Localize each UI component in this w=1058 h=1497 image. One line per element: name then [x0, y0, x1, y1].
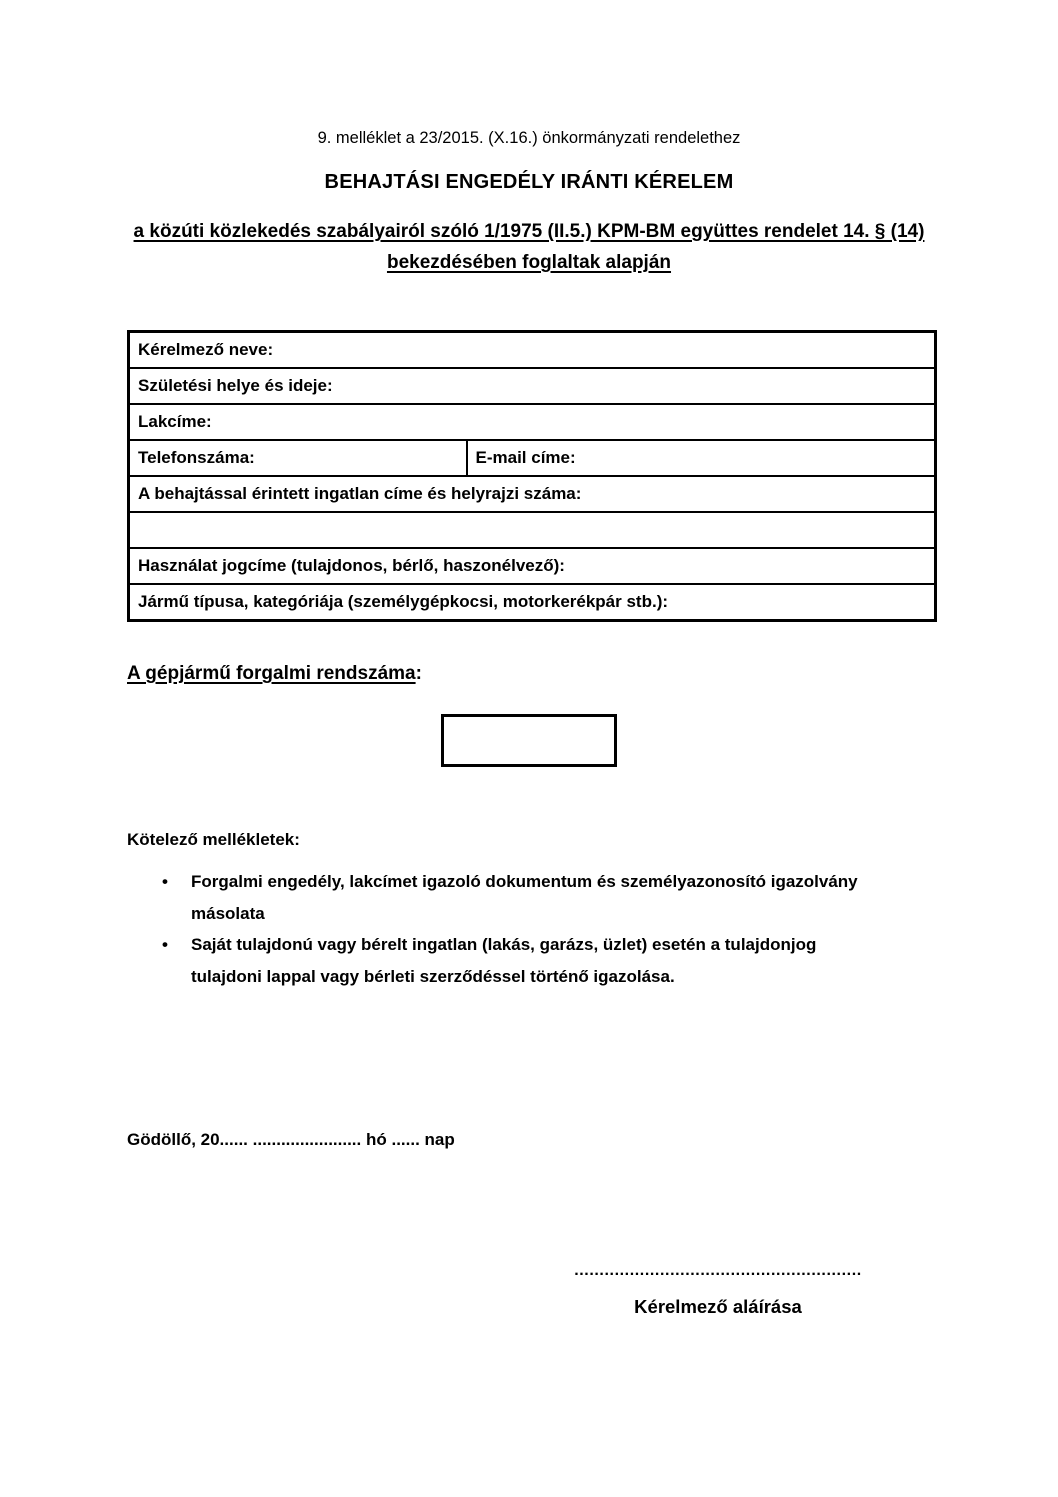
field-label-usage-title: Használat jogcíme (tulajdonos, bérlő, haszonélvező): [129, 548, 936, 584]
plate-number-box [441, 714, 617, 767]
attachment-item-line: Saját tulajdonú vagy bérelt ingatlan (lakás, garázs, üzlet) esetén a tulajdonjog [191, 935, 817, 954]
bullet-icon: • [162, 935, 168, 954]
table-row [129, 440, 936, 476]
attachment-item [160, 866, 858, 929]
field-label-birth-place-date: Születési helye és ideje: [129, 368, 936, 404]
legal-reference [0, 216, 1058, 278]
table-row [129, 404, 936, 440]
applicant-form-table [127, 330, 937, 622]
annex-note: 9. melléklet a 23/2015. (X.16.) önkormányzati rendelethez [317, 129, 741, 147]
table-row [129, 332, 936, 369]
attachment-item-line: másolata [191, 903, 265, 923]
table-row [129, 584, 936, 621]
signature-label: Kérelmező aláírása [634, 1296, 802, 1317]
signature-dotted-line: ......................................................... [574, 1262, 862, 1279]
field-label-address: Lakcíme: [129, 404, 936, 440]
field-label-vehicle-type: Jármű típusa, kategóriája (személygépkocsi, motorkerékpár stb.): [129, 584, 936, 621]
bullet-icon: • [162, 872, 168, 891]
field-label-email: E-mail címe: [467, 440, 936, 476]
field-label-applicant-name: Kérelmező neve: [129, 332, 936, 369]
table-row [129, 368, 936, 404]
legal-reference-line1: a közúti közlekedés szabályairól szóló 1/1975 (II.5.) KPM-BM együttes rendelet 14. § (14) [133, 221, 925, 242]
field-label-phone: Telefonszáma: [129, 440, 467, 476]
attachment-item-line: tulajdoni lappal vagy bérleti szerződéssel történő igazolása. [191, 966, 675, 986]
signature-block [528, 1262, 908, 1318]
attachments-list [160, 866, 858, 992]
plate-number-heading-colon: : [415, 663, 422, 684]
document-title: BEHAJTÁSI ENGEDÉLY IRÁNTI KÉRELEM [324, 171, 734, 193]
legal-reference-line2: bekezdésében foglaltak alapján [386, 252, 672, 273]
table-row [129, 548, 936, 584]
field-value-property-address-empty [129, 512, 936, 548]
attachment-item-line: Forgalmi engedély, lakcímet igazoló dokumentum és személyazonosító igazolvány [191, 872, 858, 891]
table-row [129, 476, 936, 512]
attachments-heading: Kötelező mellékletek: [127, 830, 300, 849]
attachment-item [160, 929, 858, 992]
field-label-property-address: A behajtással érintett ingatlan címe és helyrajzi száma: [129, 476, 936, 512]
plate-number-heading [127, 663, 422, 685]
plate-number-heading-label: A gépjármű forgalmi rendszáma [127, 663, 416, 684]
table-row [129, 512, 936, 548]
date-place-line: Gödöllő, 20...... ....................... hó ...... nap [127, 1130, 455, 1149]
